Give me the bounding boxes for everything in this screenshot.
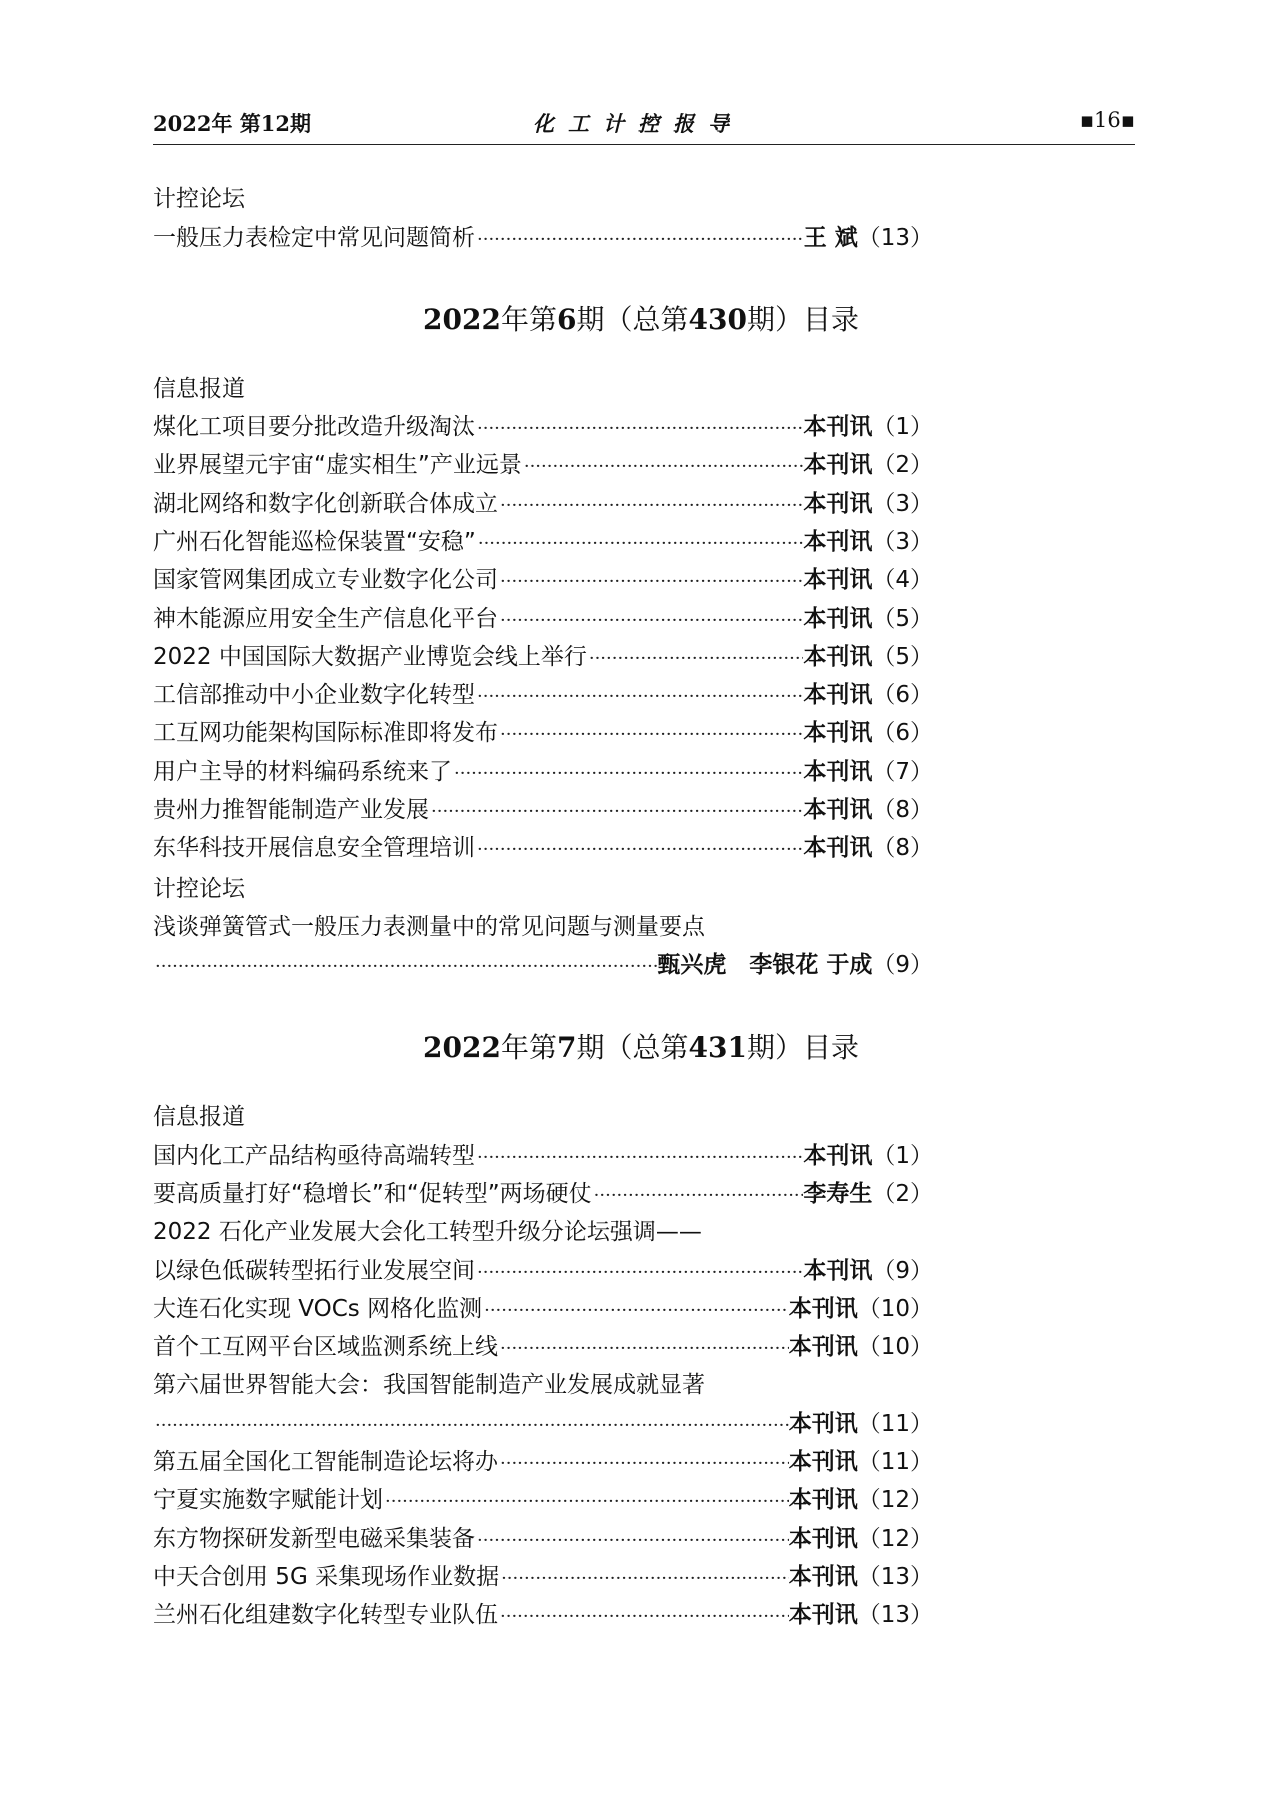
entry-title: 东方物探研发新型电磁采集装备 [153, 1525, 475, 1552]
entry-page: （6） [872, 682, 933, 709]
entry-page: （8） [872, 835, 933, 862]
entry-author: 本刊讯 [788, 1525, 858, 1552]
title-text: 年第 [500, 303, 557, 336]
entry-page: （1） [872, 1143, 933, 1169]
leader-dots [475, 1257, 803, 1289]
entry-author: 本刊讯 [803, 414, 873, 440]
toc-entry[interactable] [153, 1140, 933, 1172]
entry-page: （5） [872, 605, 933, 632]
entry-title-line[interactable]: 浅谈弹簧管式一般压力表测量中的常见问题与测量要点 [153, 914, 705, 940]
entry-page: （3） [872, 490, 933, 517]
entry-author: 本刊讯 [803, 528, 873, 555]
title-text: 年第 [500, 1031, 557, 1064]
title-year: 2022 [423, 303, 501, 336]
entry-author: 本刊讯 [788, 1411, 858, 1437]
leader-dots [498, 605, 803, 637]
entry-page: （7） [872, 758, 933, 785]
entry-title: 工互网功能架构国际标准即将发布 [153, 720, 498, 747]
section-label: 计控论坛 [153, 186, 245, 212]
entry-page: （5） [872, 643, 933, 670]
entry-author: 本刊讯 [803, 643, 873, 670]
leader-dots [498, 490, 803, 522]
entry-page: （3） [872, 528, 933, 555]
toc-entry[interactable] [153, 1408, 933, 1440]
entry-title: 一般压力表检定中常见问题简析 [153, 225, 475, 251]
entry-title: 贵州力推智能制造产业发展 [153, 797, 429, 823]
entry-author: 本刊讯 [803, 567, 873, 594]
entry-page: （10） [857, 1334, 933, 1360]
entry-author: 本刊讯 [803, 490, 873, 517]
entry-title: 东华科技开展信息安全管理培训 [153, 835, 475, 862]
leader-dots [153, 1410, 789, 1442]
leader-dots [476, 528, 804, 560]
toc-entry[interactable] [153, 1293, 933, 1325]
section-label: 计控论坛 [153, 876, 245, 902]
leader-dots [475, 224, 804, 256]
title-year: 2022 [423, 1031, 501, 1064]
entry-title: 业界展望元宇宙“虚实相生”产业远景 [153, 452, 522, 479]
entry-author: 李寿生 [803, 1181, 873, 1207]
toc-entry[interactable] [153, 756, 933, 788]
entry-page: （2） [872, 452, 933, 479]
entry-author: 本刊讯 [788, 1296, 858, 1322]
leader-dots [429, 796, 803, 828]
toc-entry[interactable] [153, 1561, 933, 1593]
entry-title: 大连石化实现 VOCs 网格化监测 [153, 1296, 483, 1322]
entry-title: 以绿色低碳转型拓行业发展空间 [153, 1258, 475, 1284]
entry-page: （8） [872, 797, 933, 823]
entry-title: 要高质量打好“稳增长”和“促转型”两场硬仗 [153, 1181, 592, 1207]
toc-entry[interactable] [153, 1255, 933, 1287]
entry-page: （13） [857, 1563, 933, 1590]
toc-entry[interactable] [153, 1523, 933, 1555]
leader-dots [522, 451, 804, 483]
toc-entry[interactable] [153, 679, 933, 711]
toc-entry[interactable] [153, 1446, 933, 1478]
leader-dots [153, 951, 657, 983]
entry-author: 本刊讯 [803, 1143, 873, 1169]
section-label: 信息报道 [153, 1104, 245, 1130]
toc-entry[interactable] [153, 717, 933, 749]
entry-page: （2） [872, 1181, 933, 1207]
toc-entry[interactable] [153, 949, 933, 981]
toc-entry[interactable] [153, 564, 933, 596]
entry-page: （9） [872, 952, 933, 978]
entry-author: 本刊讯 [788, 1602, 858, 1629]
entry-title: 首个工互网平台区域监测系统上线 [153, 1334, 498, 1360]
entry-title: 神木能源应用安全生产信息化平台 [153, 605, 498, 632]
leader-dots [475, 413, 803, 445]
entry-title-line[interactable]: 第六届世界智能大会：我国智能制造产业发展成就显著 [153, 1372, 705, 1398]
entry-author: 本刊讯 [788, 1563, 858, 1590]
entry-author: 王 斌 [803, 225, 858, 251]
issue-label: 2022年 第12期 [153, 111, 311, 136]
entry-title: 中天合创用 5G 采集现场作业数据 [153, 1563, 500, 1590]
title-issue-number: 7 [556, 1031, 577, 1064]
entry-title: 2022 中国国际大数据产业博览会线上举行 [153, 643, 587, 670]
toc-entry[interactable] [153, 794, 933, 826]
entry-title: 兰州石化组建数字化转型专业队伍 [153, 1602, 498, 1629]
leader-dots [498, 719, 803, 751]
leader-dots [475, 1142, 803, 1174]
entry-author: 本刊讯 [803, 835, 873, 862]
entry-title: 广州石化智能巡检保装置“安稳” [153, 528, 476, 555]
entry-page: （11） [857, 1411, 933, 1437]
leader-dots [498, 566, 803, 598]
entry-page: （6） [872, 720, 933, 747]
leader-dots [592, 1180, 804, 1212]
toc-entry[interactable] [153, 1178, 933, 1210]
leader-dots [499, 1563, 789, 1595]
entry-title: 湖北网络和数字化创新联合体成立 [153, 490, 498, 517]
toc-entry[interactable] [153, 222, 933, 254]
section-label: 信息报道 [153, 376, 245, 402]
leader-dots [475, 834, 803, 866]
entry-page: （13） [857, 1602, 933, 1629]
toc-entry[interactable] [153, 449, 933, 481]
entry-page: （1） [872, 414, 933, 440]
title-text: 期（总第 [576, 303, 689, 336]
title-total-number: 430 [688, 303, 747, 336]
entry-page: （12） [857, 1487, 933, 1514]
entry-author: 本刊讯 [803, 720, 873, 747]
entry-title-line[interactable]: 2022 石化产业发展大会化工转型升级分论坛强调—— [153, 1219, 702, 1245]
entry-title: 煤化工项目要分批改造升级淘汰 [153, 414, 475, 440]
entry-page: （9） [872, 1258, 933, 1284]
journal-title: 化工计控报导 [533, 111, 743, 136]
entry-page: （4） [872, 567, 933, 594]
entry-title: 国内化工产品结构亟待高端转型 [153, 1143, 475, 1169]
entry-title: 宁夏实施数字赋能计划 [153, 1487, 383, 1514]
title-text: 期）目录 [746, 1031, 859, 1064]
entry-title: 工信部推动中小企业数字化转型 [153, 682, 475, 709]
title-total-number: 431 [688, 1031, 747, 1064]
toc-entry[interactable] [153, 526, 933, 558]
toc-entry[interactable] [153, 832, 933, 864]
title-text: 期）目录 [746, 303, 859, 336]
entry-author: 本刊讯 [803, 452, 873, 479]
entry-author: 本刊讯 [788, 1487, 858, 1514]
leader-dots [587, 643, 804, 675]
entry-author: 本刊讯 [803, 605, 873, 632]
page-header [153, 108, 1135, 145]
leader-dots [498, 1333, 789, 1365]
leader-dots [498, 1601, 789, 1633]
leader-dots [383, 1486, 789, 1518]
toc-entry[interactable] [153, 488, 933, 520]
issue-7-title [0, 1026, 1282, 1066]
entry-title: 国家管网集团成立专业数字化公司 [153, 567, 498, 594]
entry-title: 第五届全国化工智能制造论坛将办 [153, 1449, 498, 1475]
entry-page: （10） [857, 1296, 933, 1322]
entry-page: （13） [857, 225, 933, 251]
page-number: ▪16▪ [1079, 108, 1135, 132]
toc-entry[interactable] [153, 641, 933, 673]
entry-title: 用户主导的材料编码系统来了 [153, 758, 452, 785]
entry-author: 甄兴虎 李银花 于成 [657, 952, 873, 978]
leader-dots [452, 758, 803, 790]
title-text: 期（总第 [576, 1031, 689, 1064]
issue-6-title [0, 298, 1282, 338]
entry-author: 本刊讯 [788, 1334, 858, 1360]
entry-author: 本刊讯 [803, 682, 873, 709]
entry-author: 本刊讯 [803, 758, 873, 785]
entry-author: 本刊讯 [788, 1449, 858, 1475]
title-issue-number: 6 [556, 303, 577, 336]
leader-dots [475, 1525, 789, 1557]
entry-page: （11） [857, 1449, 933, 1475]
leader-dots [498, 1448, 789, 1480]
toc-entry[interactable] [153, 1599, 933, 1631]
leader-dots [482, 1295, 789, 1327]
leader-dots [475, 681, 803, 713]
toc-entry[interactable] [153, 411, 933, 443]
entry-author: 本刊讯 [803, 797, 873, 823]
entry-author: 本刊讯 [803, 1258, 873, 1284]
toc-entry[interactable] [153, 1331, 933, 1363]
entry-page: （12） [857, 1525, 933, 1552]
toc-entry[interactable] [153, 603, 933, 635]
toc-entry[interactable] [153, 1484, 933, 1516]
